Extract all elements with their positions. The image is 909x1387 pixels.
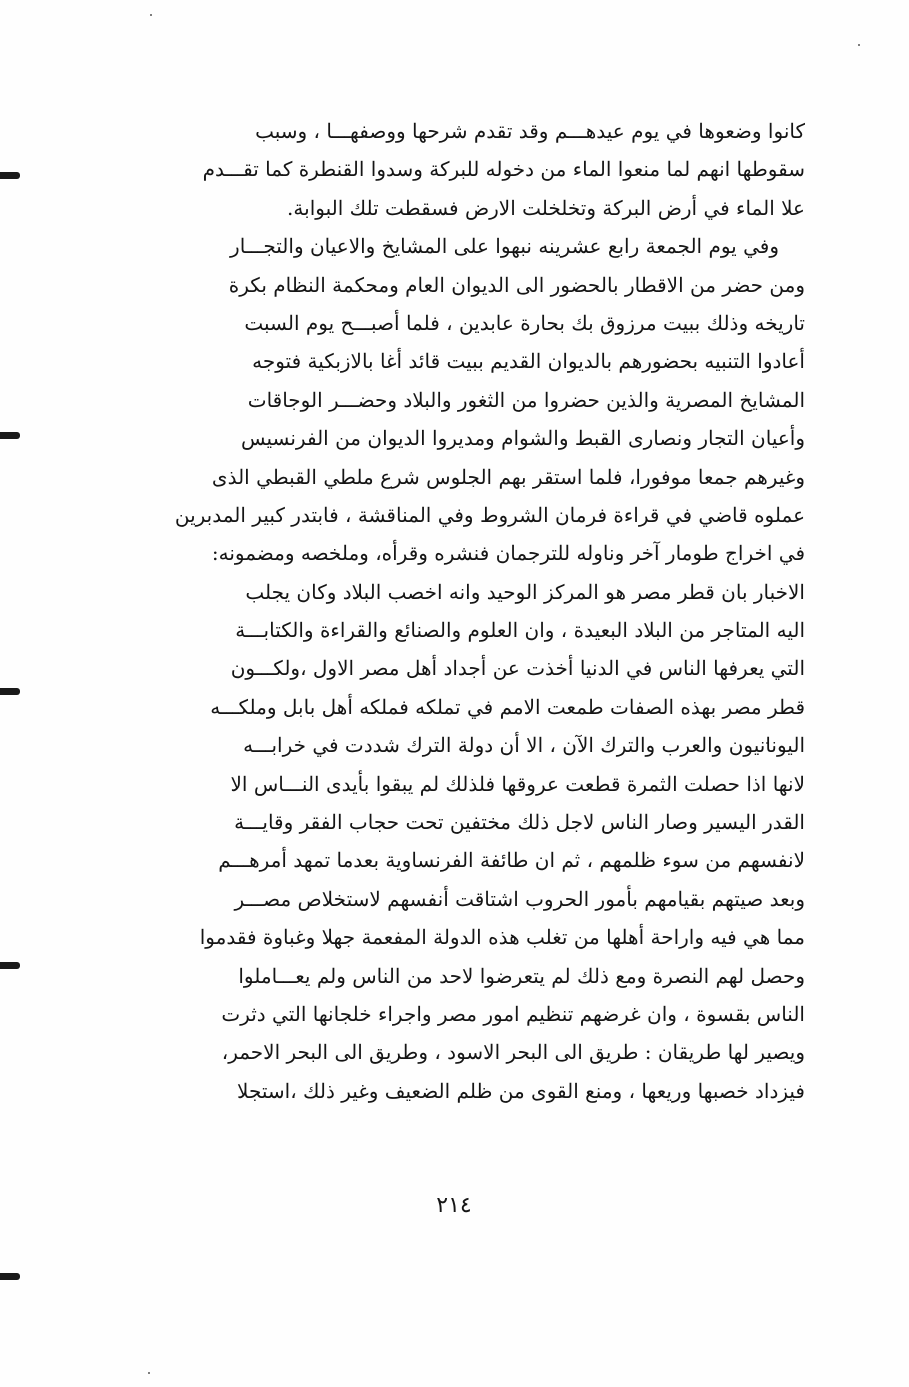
- text-line: القدر اليسير وصار الناس لاجل ذلك مختفين تحت حجاب الفقر وقايـــة: [234, 810, 805, 835]
- margin-ink-mark: [0, 962, 20, 969]
- text-line: الناس بقسوة ، وان غرضهم تنظيم امور مصر واجراء خلجانها التي دثرت: [221, 1001, 805, 1026]
- text-line: ومن حضر من الاقطار بالحضور الى الديوان العام ومحكمة النظام بكرة: [228, 272, 805, 297]
- text-line: وبعد صيتهم بقيامهم بأمور الحروب اشتاقت أنفسهم لاستخلاص مصـــر: [234, 886, 805, 911]
- text-line: المشايخ المصرية والذين حضروا من الثغور والبلاد وحضـــر الوجاقات: [247, 387, 805, 412]
- text-line: سقوطها انهم لما منعوا الماء من دخوله للبركة وسدوا القنطرة كما تقـــدم: [202, 157, 805, 182]
- text-line: كانوا وضعوها في يوم عيدهـــم وقد تقدم شرحها ووصفهـــا ، وسبب: [255, 119, 805, 143]
- body-text: [105, 112, 805, 1110]
- text-line: اليه المتاجر من البلاد البعيدة ، وان العلوم والصنائع والقراءة والكتابـــة: [235, 618, 805, 643]
- text-line: ويصير لها طريقان : طريق الى البحر الاسود ، وطريق الى البحر الاحمر،: [221, 1040, 805, 1065]
- margin-ink-mark: [0, 432, 20, 439]
- text-line: وحصل لهم النصرة ومع ذلك لم يتعرضوا لاحد من الناس ولم يعـــاملوا: [238, 963, 805, 988]
- text-line: أعادوا التنبيه بحضورهم بالديوان القديم ببيت قائد أغا بالازبكية فتوجه: [252, 349, 805, 374]
- margin-ink-mark: [0, 688, 20, 695]
- text-line: اليونانيون والعرب والترك الآن ، الا أن دولة الترك شددت في خرابـــه: [243, 733, 805, 758]
- text-line: الاخبار بان قطر مصر هو المركز الوحيد وانه اخصب البلاد وكان يجلب: [245, 579, 805, 604]
- text-line: مما هي فيه واراحة أهلها من تغلب هذه الدولة المفعمة جهلا وغباوة فقدموا: [199, 925, 805, 950]
- text-line: قطر مصر بهذه الصفات طمعت الامم في تملكه فملكه أهل بابل وملكـــه: [210, 694, 805, 719]
- text-line: علا الماء في أرض البركة وتخلخلت الارض فسقطت تلك البوابة.: [287, 195, 805, 220]
- text-line: عملوه قاضي في قراءة فرمان الشروط وفي المناقشة ، فابتدر كبير المدبرين: [174, 502, 805, 527]
- margin-ink-mark: [0, 1273, 20, 1280]
- text-line: لانها اذا حصلت الثمرة قطعت عروقها فلذلك لم يبقوا بأيدى النـــاس الا: [230, 771, 805, 796]
- text-line: وأعيان التجار ونصارى القبط والشوام ومديروا الديوان من الفرنسيس: [240, 426, 805, 451]
- text-line: في اخراج طومار آخر وناوله للترجمان فنشره وقرأه، وملخصه ومضمونه:: [211, 541, 805, 566]
- page-number: ٢١٤: [436, 1193, 472, 1218]
- text-line: فيزداد خصبها وريعها ، ومنع القوى من ظلم الضعيف وغير ذلك ،استجلا: [237, 1078, 805, 1103]
- paper-speck: [858, 44, 860, 46]
- text-line: التي يعرفها الناس في الدنيا أخذت عن أجداد أهل مصر الاول ،ولكـــون: [230, 656, 805, 681]
- text-line: تاريخه وذلك ببيت مرزوق بك بحارة عابدين ، فلما أصبـــح يوم السبت: [244, 310, 805, 335]
- text-line: وغيرهم جمعا موفورا، فلما استقر بهم الجلوس شرع ملطي القبطي الذى: [211, 464, 805, 489]
- margin-ink-mark: [0, 172, 20, 179]
- text-line: لانفسهم من سوء ظلمهم ، ثم ان طائفة الفرنساوية بعدما تمهد أمرهـــم: [218, 848, 805, 873]
- paper-speck: [150, 14, 152, 16]
- paper-speck: [148, 1372, 150, 1374]
- text-line: وفي يوم الجمعة رابع عشرينه نبهوا على المشايخ والاعيان والتجـــار: [230, 234, 779, 259]
